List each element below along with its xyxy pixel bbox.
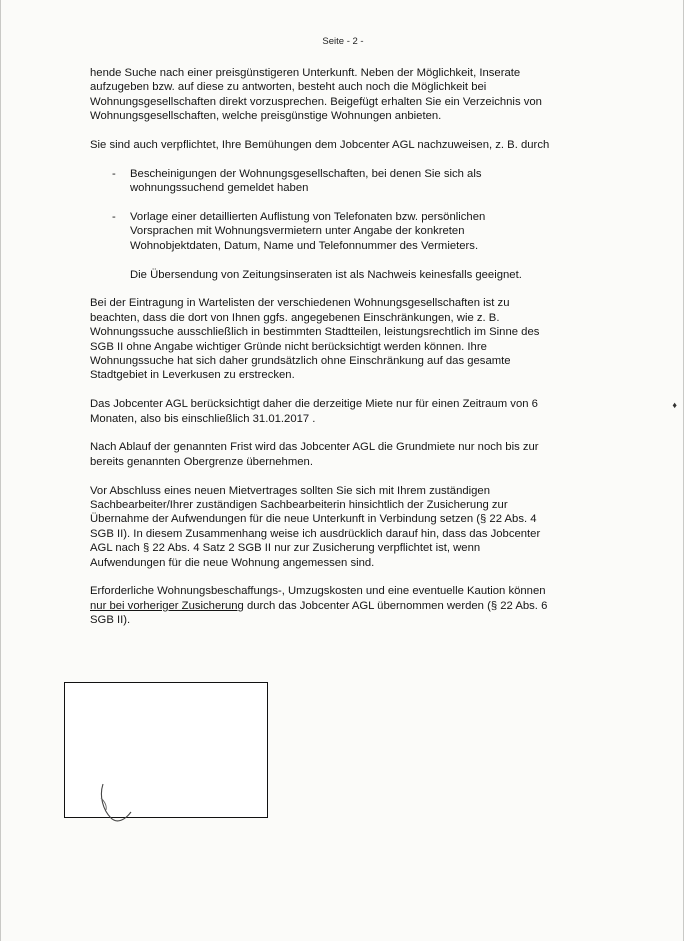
signature-stroke bbox=[97, 780, 157, 830]
bullet-dash: - bbox=[112, 167, 116, 180]
paragraph-after-deadline: Nach Ablauf der genannten Frist wird das Jobcenter AGL die Grundmiete nur noch bis zur bereits genannten Obergrenze übernehmen. bbox=[90, 441, 539, 468]
paragraph-rent-period: Das Jobcenter AGL berücksichtigt daher die derzeitige Miete nur für einen Zeitraum von 6 Monaten, also bis einschließlich 31.01.2017 . bbox=[90, 398, 538, 425]
note-newspaper-ads: Die Übersendung von Zeitungsinseraten ist als Nachweis keinesfalls geeignet. bbox=[130, 268, 522, 281]
list-item bbox=[90, 167, 550, 196]
page-number: Seite - 2 - bbox=[322, 36, 364, 47]
moving-costs-text: Erforderliche Wohnungsbeschaffungs-, Umzugskosten und eine eventuelle Kaution können bbox=[90, 585, 546, 598]
signature-box bbox=[64, 682, 268, 818]
document-body bbox=[90, 66, 550, 642]
list-item-text: Bescheinigungen der Wohnungsgesellschaften, bei denen Sie sich als wohnungssuchend gemeldet haben bbox=[130, 167, 482, 195]
list-item bbox=[90, 210, 550, 253]
paragraph-moving-costs bbox=[90, 584, 550, 627]
paragraph-proof-obligation: Sie sind auch verpflichtet, Ihre Bemühungen dem Jobcenter AGL nachzuweisen, z. B. durch bbox=[90, 139, 550, 152]
paragraph-new-lease: Vor Abschluss eines neuen Mietvertrages sollten Sie sich mit Ihrem zuständigen Sachbearbeiter/Ihrer zuständigen Sachbearbeiterin hinsichtlich der Zusicherung zur Übernahme der Aufwendungen für die neue Unterkunft in Verbindung setzen (§ 22 Abs. 4 SGB II). In diesem Zusammenhang weise ich ausdrücklich darauf hin, dass das Jobcenter AGL nach § 22 Abs. 4 Satz 2 SGB II nur zur Zusicherung verpflichtet ist, wenn Aufwendungen für die neue Wohnung angemessen sind. bbox=[90, 484, 541, 569]
bullet-dash: - bbox=[112, 211, 116, 224]
paragraph-waiting-lists: Bei der Eintragung in Wartelisten der verschiedenen Wohnungsgesellschaften ist zu beachten, dass die dort von Ihnen ggfs. angegebenen Einschränkungen, wie z. B. Wohnungssuche ausschließlich in bestimmten Stadtteilen, leistungsrechtlich im Sinne des SGB II ohne Angabe wichtiger Gründe nicht berücksichtigt werden können. Ihre Wohnungssuche hat sich daher grundsätzlich ohne Einschränkung auf das gesamte Stadtgebiet in Leverkusen zu erstrecken. bbox=[90, 297, 540, 382]
underlined-condition: nur bei vorheriger Zusicherung bbox=[90, 599, 244, 612]
moving-costs-text-end: durch das Jobcenter AGL übernommen werden (§ 22 Abs. 6 SGB II). bbox=[90, 599, 548, 627]
paragraph-housing-search: hende Suche nach einer preisgünstigeren Unterkunft. Neben der Möglichkeit, Inserate aufzugeben bzw. auf diese zu antworten, besteht auch noch die Möglichkeit bei Wohnungsgesellschaften direkt vorzusprechen. Beigefügt erhalten Sie ein Verzeichnis von Wohnungsgesellschaften, welche preisgünstige Wohnungen anbieten. bbox=[90, 67, 542, 123]
list-item-text: Vorlage einer detaillierten Auflistung von Telefonaten bzw. persönlichen Vorsprachen mit Wohnungsvermietern unter Angabe der konkreten Wohnobjektdaten, Datum, Name und Telefonnummer des Vermieters. bbox=[130, 211, 486, 252]
edge-mark-icon: ♦ bbox=[672, 400, 677, 410]
